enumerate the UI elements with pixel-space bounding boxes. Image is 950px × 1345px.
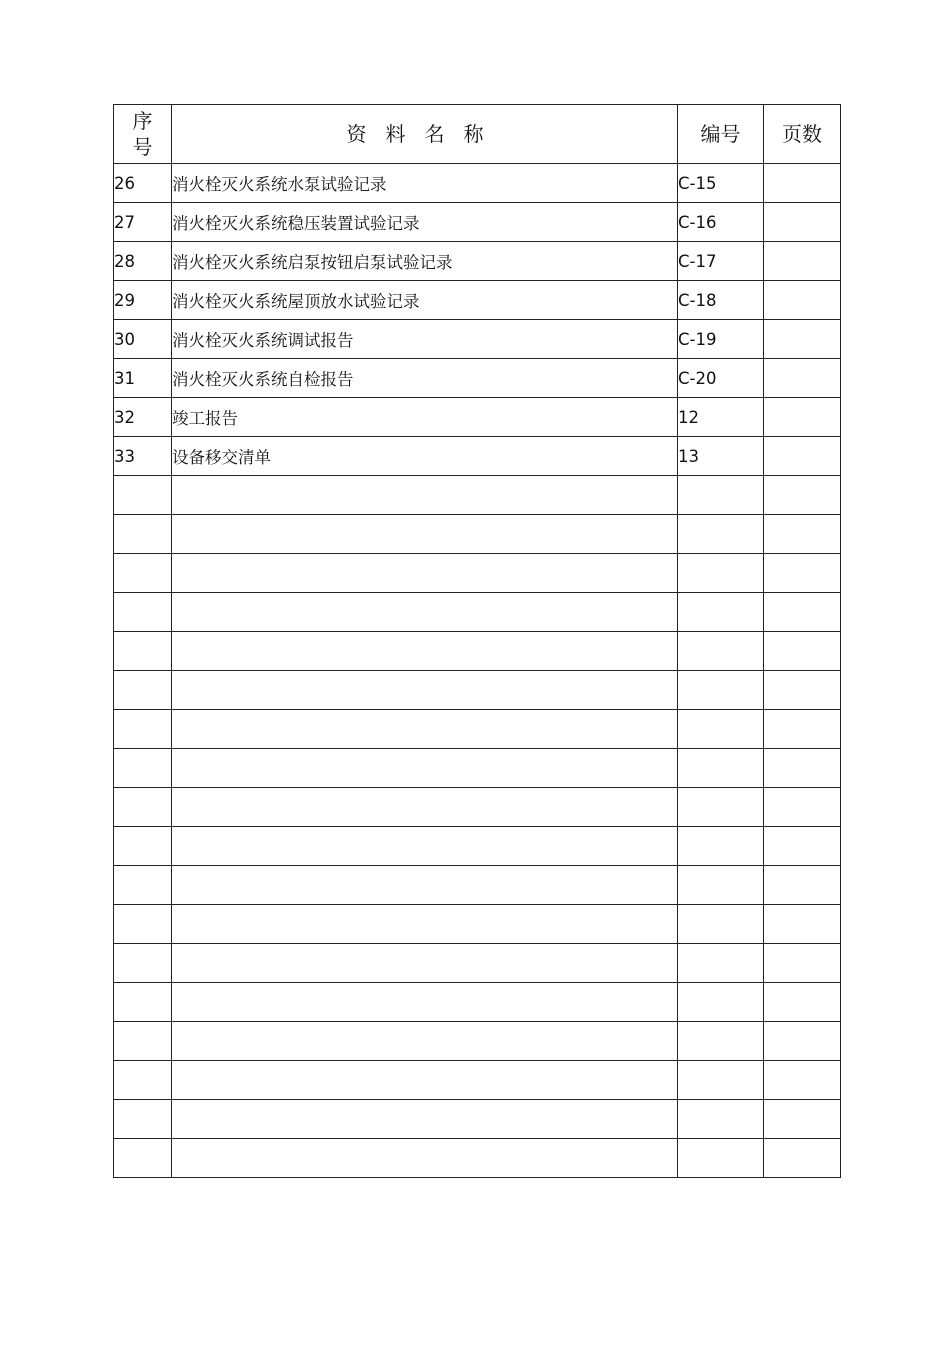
row-name	[172, 905, 678, 944]
row-code: C-17	[678, 242, 764, 281]
row-pages	[764, 827, 841, 866]
row-seq: 31	[114, 359, 172, 398]
row-pages	[764, 320, 841, 359]
row-name	[172, 554, 678, 593]
row-name: 竣工报告	[172, 398, 678, 437]
row-code: C-19	[678, 320, 764, 359]
row-pages	[764, 593, 841, 632]
row-code	[678, 827, 764, 866]
row-pages	[764, 554, 841, 593]
row-code	[678, 983, 764, 1022]
header-pages: 页数	[764, 105, 841, 164]
row-name	[172, 1139, 678, 1178]
row-pages	[764, 515, 841, 554]
table-row	[114, 671, 841, 710]
table-row	[114, 749, 841, 788]
row-pages	[764, 1061, 841, 1100]
table-header-row	[114, 105, 841, 164]
row-pages	[764, 359, 841, 398]
table-row	[114, 476, 841, 515]
row-name: 消火栓灭火系统稳压装置试验记录	[172, 203, 678, 242]
row-seq	[114, 1139, 172, 1178]
table-row	[114, 1100, 841, 1139]
row-pages	[764, 905, 841, 944]
table-row	[114, 554, 841, 593]
row-seq: 28	[114, 242, 172, 281]
row-pages	[764, 710, 841, 749]
row-seq	[114, 1100, 172, 1139]
row-code: C-15	[678, 164, 764, 203]
row-seq	[114, 866, 172, 905]
row-code: 12	[678, 398, 764, 437]
row-seq	[114, 944, 172, 983]
table-row	[114, 398, 841, 437]
row-pages	[764, 749, 841, 788]
row-seq	[114, 710, 172, 749]
row-name	[172, 476, 678, 515]
table-row	[114, 1061, 841, 1100]
row-seq	[114, 476, 172, 515]
row-code: C-18	[678, 281, 764, 320]
row-name	[172, 944, 678, 983]
row-code	[678, 671, 764, 710]
table-row	[114, 632, 841, 671]
row-seq: 29	[114, 281, 172, 320]
row-seq	[114, 671, 172, 710]
row-code	[678, 749, 764, 788]
row-code: C-16	[678, 203, 764, 242]
row-name	[172, 1061, 678, 1100]
row-pages	[764, 1022, 841, 1061]
table-body	[114, 164, 841, 1178]
row-seq: 32	[114, 398, 172, 437]
table-row	[114, 320, 841, 359]
row-seq: 30	[114, 320, 172, 359]
table-row	[114, 281, 841, 320]
row-code	[678, 1061, 764, 1100]
table-row	[114, 866, 841, 905]
row-seq	[114, 905, 172, 944]
row-seq: 27	[114, 203, 172, 242]
row-code	[678, 788, 764, 827]
row-name: 消火栓灭火系统水泵试验记录	[172, 164, 678, 203]
row-code	[678, 632, 764, 671]
row-name	[172, 749, 678, 788]
row-pages	[764, 1139, 841, 1178]
row-seq	[114, 1061, 172, 1100]
row-code	[678, 593, 764, 632]
row-pages	[764, 1100, 841, 1139]
row-code: C-20	[678, 359, 764, 398]
row-name	[172, 515, 678, 554]
table-row	[114, 827, 841, 866]
row-name	[172, 866, 678, 905]
table-row	[114, 1139, 841, 1178]
row-code	[678, 866, 764, 905]
row-name: 消火栓灭火系统自检报告	[172, 359, 678, 398]
row-seq	[114, 593, 172, 632]
row-name: 消火栓灭火系统启泵按钮启泵试验记录	[172, 242, 678, 281]
row-pages	[764, 437, 841, 476]
table-row	[114, 242, 841, 281]
table-row	[114, 1022, 841, 1061]
document-index-table	[113, 104, 841, 1178]
row-name	[172, 671, 678, 710]
row-name	[172, 593, 678, 632]
row-name	[172, 827, 678, 866]
table-row	[114, 788, 841, 827]
row-code	[678, 1100, 764, 1139]
row-seq	[114, 515, 172, 554]
row-name: 设备移交清单	[172, 437, 678, 476]
header-code: 编号	[678, 105, 764, 164]
row-name: 消火栓灭火系统屋顶放水试验记录	[172, 281, 678, 320]
row-pages	[764, 866, 841, 905]
row-pages	[764, 203, 841, 242]
table-row	[114, 710, 841, 749]
row-name	[172, 983, 678, 1022]
row-pages	[764, 281, 841, 320]
row-seq	[114, 827, 172, 866]
row-code	[678, 944, 764, 983]
table-row	[114, 203, 841, 242]
row-pages	[764, 944, 841, 983]
table-row	[114, 359, 841, 398]
row-code	[678, 554, 764, 593]
table-row	[114, 944, 841, 983]
row-code	[678, 515, 764, 554]
row-code: 13	[678, 437, 764, 476]
row-seq	[114, 983, 172, 1022]
row-seq: 26	[114, 164, 172, 203]
table-row	[114, 164, 841, 203]
row-name	[172, 788, 678, 827]
row-seq	[114, 1022, 172, 1061]
row-code	[678, 905, 764, 944]
header-seq: 序 号	[114, 105, 172, 164]
row-code	[678, 1139, 764, 1178]
table-row	[114, 437, 841, 476]
table-row	[114, 905, 841, 944]
row-seq	[114, 554, 172, 593]
row-pages	[764, 398, 841, 437]
row-seq	[114, 788, 172, 827]
row-pages	[764, 671, 841, 710]
row-pages	[764, 983, 841, 1022]
row-name	[172, 1100, 678, 1139]
row-pages	[764, 164, 841, 203]
row-code	[678, 476, 764, 515]
row-pages	[764, 476, 841, 515]
row-pages	[764, 242, 841, 281]
row-pages	[764, 632, 841, 671]
row-code	[678, 1022, 764, 1061]
row-seq	[114, 632, 172, 671]
table-row	[114, 515, 841, 554]
row-name: 消火栓灭火系统调试报告	[172, 320, 678, 359]
row-seq: 33	[114, 437, 172, 476]
row-name	[172, 632, 678, 671]
row-name	[172, 710, 678, 749]
row-name	[172, 1022, 678, 1061]
table-row	[114, 593, 841, 632]
row-code	[678, 710, 764, 749]
row-seq	[114, 749, 172, 788]
row-pages	[764, 788, 841, 827]
table-row	[114, 983, 841, 1022]
header-name: 资料名称	[172, 105, 678, 164]
